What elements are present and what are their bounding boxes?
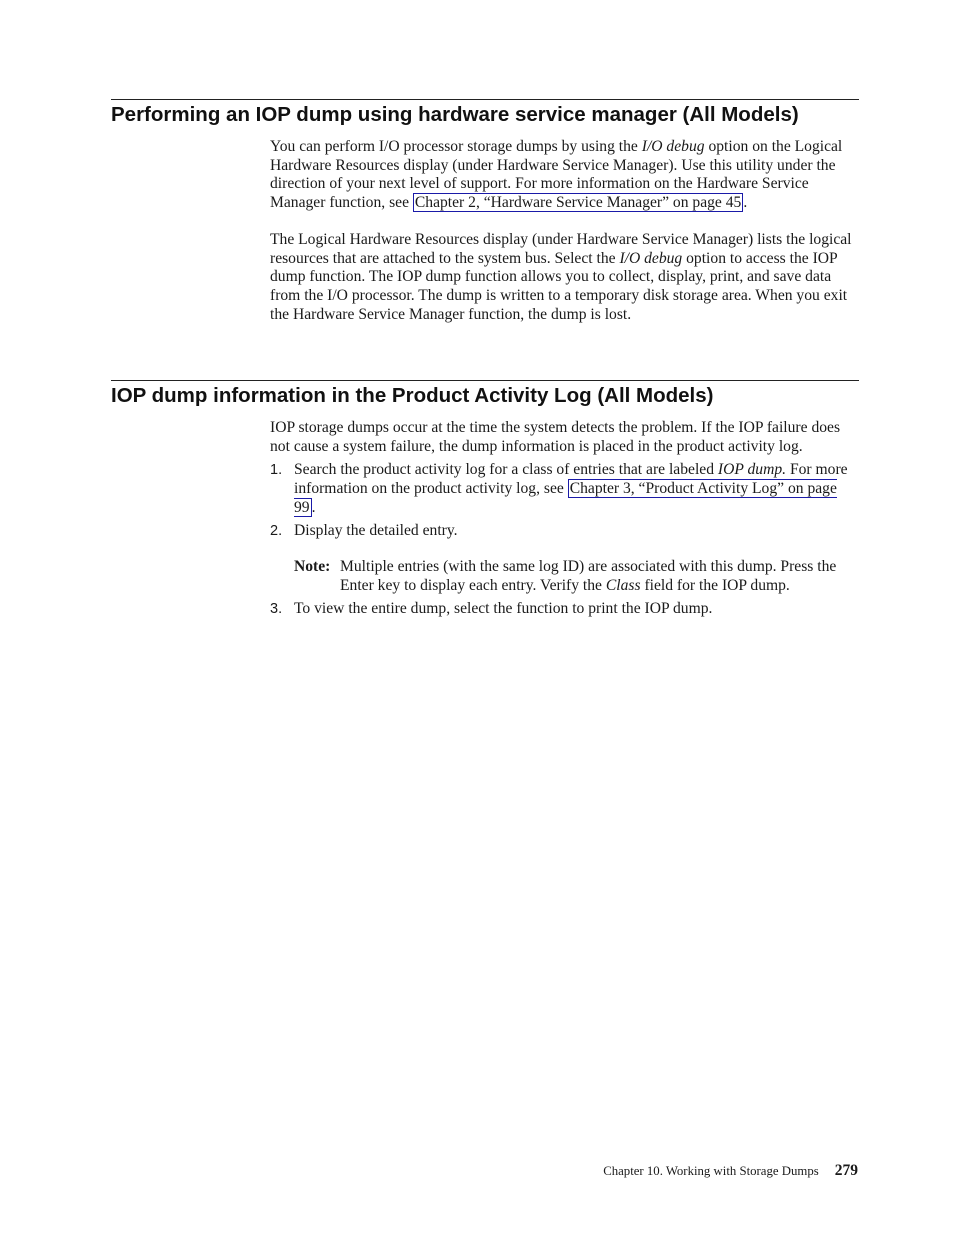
step-number: 1. [270, 462, 283, 479]
iop-dump-term: IOP dump. [717, 461, 787, 479]
section2-body [270, 419, 860, 618]
section1-body [270, 138, 860, 324]
section1-heading: Performing an IOP dump using hardware service manager (All Models) [111, 103, 799, 126]
step-3: 3. To view the entire dump, select the function to print the IOP dump. [270, 599, 713, 617]
chapter3-link[interactable]: Chapter 3, “Product Activity Log” on page 99 [294, 480, 837, 516]
chapter2-link[interactable]: Chapter 2, “Hardware Service Manager” on page 45 [414, 194, 742, 212]
section1-paragraph-2: The Logical Hardware Resources display (under Hardware Service Manager) lists the logical resources that are attached to the system bus. Select the I/O debug option to access the IOP dump function. The IOP dump function allows you to collect, display, print, and save data from the I/O processor. The dump is written to a temporary disk storage area. When you exit the Hardware Service Manager function, the dump is lost. [270, 230, 852, 323]
io-debug-term: I/O debug [641, 138, 705, 155]
step-number: 2. [270, 522, 283, 539]
steps-list [270, 461, 860, 618]
section2-intro: IOP storage dumps occur at the time the system detects the problem. If the IOP failure does not cause a system failure, the dump information is placed in the product activity log. [270, 419, 841, 455]
io-debug-term: I/O debug [619, 249, 683, 267]
section2-heading: IOP dump information in the Product Activity Log (All Models) [111, 384, 714, 407]
section2-rule [111, 380, 859, 381]
step-1: 1. Search the product activity log for a class of entries that are labeled IOP dump. For more information on the product activity log, see Chapter 3, “Product Activity Log” on page 99 . [270, 461, 848, 516]
step-number: 3. [270, 600, 283, 617]
section1-paragraph-1: You can perform I/O processor storage dumps by using the I/O debug option on the Logical Hardware Resources display (under Hardware Service Manager). Use this utility under the direction of your next level of support. For more information on the Hardware Service Manager function, see Chapter 2, “Hardware Service Manager” on page 45 . [270, 138, 843, 212]
note [294, 558, 860, 595]
footer-chapter: Chapter 10. Working with Storage Dumps [603, 1164, 819, 1178]
page-footer [603, 1162, 858, 1180]
note-text: Multiple entries (with the same log ID) are associated with this dump. Press the Enter key to display each entry. Verify the Class field for the IOP dump. [340, 558, 837, 594]
step-2: 2. Display the detailed entry. Note: Multiple entries (with the same log ID) are associated with this dump. Press the Enter key to display each entry. Verify the Class field for the IOP dump. [270, 522, 860, 596]
section1-rule [111, 99, 859, 100]
page-number: 279 [834, 1162, 858, 1179]
note-label: Note: [294, 558, 331, 576]
class-term: Class [605, 576, 641, 594]
